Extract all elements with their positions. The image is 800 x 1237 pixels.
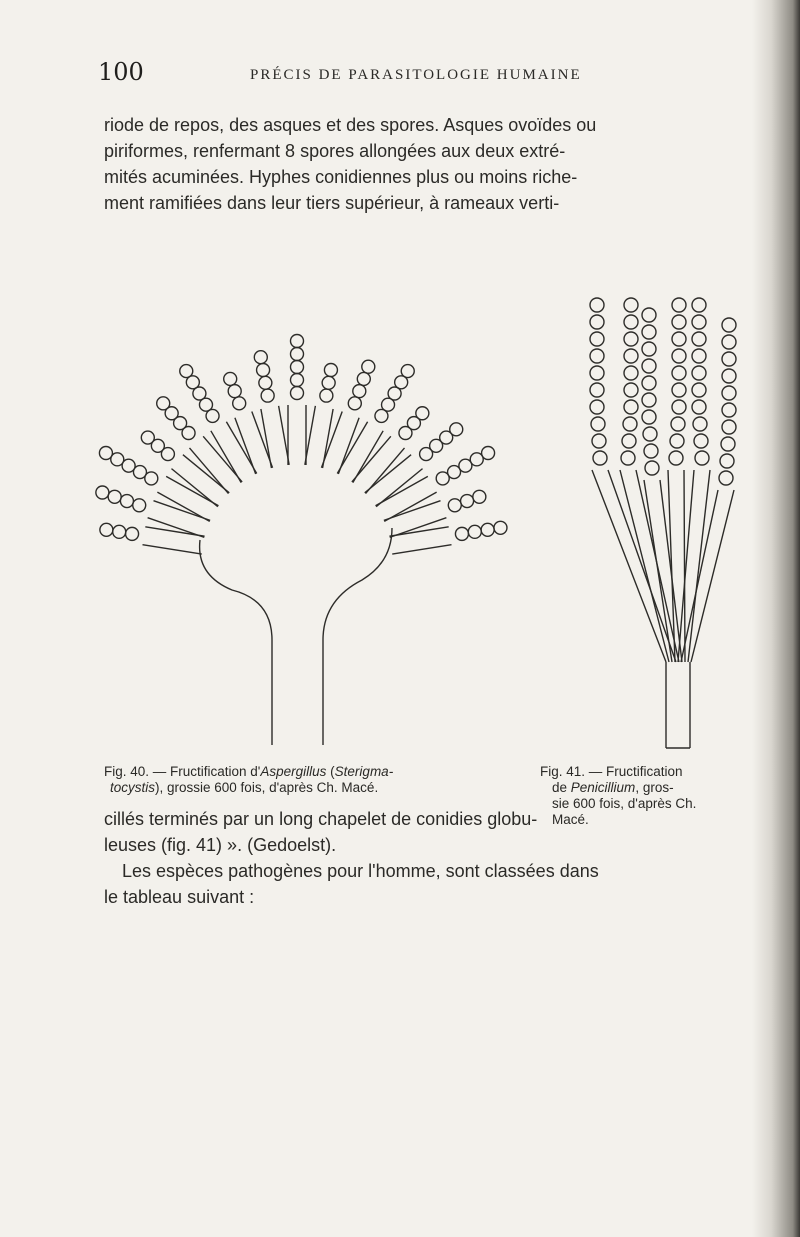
conidium bbox=[624, 315, 638, 329]
conidium bbox=[120, 495, 133, 508]
conidium bbox=[399, 427, 412, 440]
conidium bbox=[224, 372, 237, 385]
conidium bbox=[108, 490, 121, 503]
fig41-caption-line-3: sie 600 fois, d'après Ch. bbox=[552, 796, 697, 811]
text-line: le tableau suivant : bbox=[104, 887, 255, 907]
conidium bbox=[693, 417, 707, 431]
paragraph-1 bbox=[104, 112, 744, 216]
page-header bbox=[98, 58, 718, 92]
conidium bbox=[111, 453, 124, 466]
conidium bbox=[592, 434, 606, 448]
conidium bbox=[401, 365, 414, 378]
sterigma bbox=[365, 455, 423, 507]
fig41-caption-suffix: , gros- bbox=[635, 780, 674, 795]
sterigma bbox=[235, 411, 273, 474]
conidium bbox=[151, 439, 164, 452]
conidium bbox=[645, 461, 659, 475]
conidiophore-wall bbox=[323, 528, 392, 745]
sterigma bbox=[157, 476, 218, 521]
conidium bbox=[407, 417, 420, 430]
paragraph-2 bbox=[104, 806, 744, 858]
conidium bbox=[722, 318, 736, 332]
conidium bbox=[672, 349, 686, 363]
conidium bbox=[722, 386, 736, 400]
conidium bbox=[642, 325, 656, 339]
conidium bbox=[233, 397, 246, 410]
conidium bbox=[353, 385, 366, 398]
conidium bbox=[436, 472, 449, 485]
fig40-caption-prefix: Fig. 40. — Fructification d' bbox=[104, 764, 261, 779]
conidium bbox=[692, 400, 706, 414]
conidium bbox=[420, 448, 433, 461]
conidium bbox=[461, 495, 474, 508]
conidium bbox=[669, 451, 683, 465]
conidium bbox=[459, 459, 472, 472]
page-number: 100 bbox=[98, 58, 144, 86]
text-line: leuses (fig. 41) ». (Gedoelst). bbox=[104, 835, 337, 855]
conidium bbox=[182, 427, 195, 440]
conidium bbox=[692, 366, 706, 380]
sterigma bbox=[143, 527, 205, 554]
conidium bbox=[291, 387, 304, 400]
page-edge-shadow bbox=[752, 0, 800, 1237]
sterigma bbox=[389, 527, 451, 554]
conidium bbox=[722, 420, 736, 434]
conidium bbox=[416, 407, 429, 420]
fig41-caption-de: de bbox=[552, 780, 571, 795]
penicillium-fructification-drawing bbox=[590, 298, 736, 748]
conidium bbox=[672, 315, 686, 329]
conidium bbox=[695, 451, 709, 465]
conidium bbox=[672, 383, 686, 397]
text-line: ment ramifiées dans leur tiers supérieur, à rameaux verti- bbox=[104, 193, 560, 213]
conidium bbox=[624, 349, 638, 363]
fig41-caption-line-4: Macé. bbox=[552, 812, 589, 827]
conidium bbox=[670, 434, 684, 448]
conidium bbox=[165, 407, 178, 420]
conidium bbox=[642, 359, 656, 373]
conidium bbox=[100, 523, 113, 536]
conidium bbox=[141, 431, 154, 444]
conidium bbox=[642, 376, 656, 390]
fig40-caption-close: ), grossie 600 fois, d'après Ch. Macé. bbox=[155, 780, 379, 795]
conidium bbox=[259, 376, 272, 389]
text-line: mités acuminées. Hyphes conidiennes plus ou moins riche- bbox=[104, 167, 578, 187]
conidiophore-wall bbox=[200, 540, 272, 745]
conidium bbox=[624, 366, 638, 380]
conidium bbox=[622, 434, 636, 448]
conidium bbox=[440, 431, 453, 444]
conidium bbox=[291, 374, 304, 387]
conidium bbox=[186, 376, 199, 389]
fig40-caption-genus: Aspergillus bbox=[260, 764, 327, 779]
conidium bbox=[642, 308, 656, 322]
conidium bbox=[692, 298, 706, 312]
conidium bbox=[324, 364, 337, 377]
conidium bbox=[722, 403, 736, 417]
metula bbox=[678, 470, 710, 662]
sterigma bbox=[375, 476, 436, 521]
conidium bbox=[468, 525, 481, 538]
conidium bbox=[357, 372, 370, 385]
conidium bbox=[590, 298, 604, 312]
conidium bbox=[122, 459, 135, 472]
text-line: riode de repos, des asques et des spores. Asques ovoïdes ou bbox=[104, 115, 597, 135]
conidium bbox=[721, 437, 735, 451]
fig40-caption-open: ( bbox=[326, 764, 335, 779]
conidium bbox=[257, 364, 270, 377]
sterigma bbox=[352, 436, 405, 493]
conidium bbox=[99, 446, 112, 459]
conidium bbox=[621, 451, 635, 465]
metula bbox=[620, 470, 679, 662]
figure-40-caption bbox=[104, 764, 536, 796]
sterigma bbox=[261, 406, 289, 468]
conidium bbox=[96, 486, 109, 499]
conidium bbox=[624, 400, 638, 414]
conidium bbox=[720, 454, 734, 468]
metula bbox=[681, 490, 734, 662]
conidium bbox=[642, 393, 656, 407]
conidium bbox=[642, 342, 656, 356]
text-line: cillés terminés par un long chapelet de conidies globu- bbox=[104, 809, 538, 829]
conidium bbox=[448, 499, 461, 512]
metula bbox=[668, 470, 685, 662]
conidium bbox=[455, 527, 468, 540]
conidium bbox=[719, 471, 733, 485]
conidiophore bbox=[666, 662, 690, 748]
conidium bbox=[348, 397, 361, 410]
sterigma bbox=[384, 501, 447, 538]
conidium bbox=[623, 417, 637, 431]
conidium bbox=[694, 434, 708, 448]
text-line: Les espèces pathogènes pour l'homme, sont classées dans bbox=[122, 861, 599, 881]
conidium bbox=[590, 315, 604, 329]
sterigma bbox=[321, 411, 359, 474]
conidium bbox=[593, 451, 607, 465]
conidium bbox=[590, 366, 604, 380]
conidium bbox=[126, 527, 139, 540]
conidium bbox=[395, 376, 408, 389]
running-head: PRÉCIS DE PARASITOLOGIE HUMAINE bbox=[250, 67, 582, 83]
metula bbox=[592, 470, 676, 662]
conidium bbox=[473, 490, 486, 503]
text-line: piriformes, renfermant 8 spores allongées aux deux extré- bbox=[104, 141, 566, 161]
conidium bbox=[228, 385, 241, 398]
conidium bbox=[672, 400, 686, 414]
conidium bbox=[113, 525, 126, 538]
conidium bbox=[448, 466, 461, 479]
conidium bbox=[375, 409, 388, 422]
conidium bbox=[624, 383, 638, 397]
conidium bbox=[692, 332, 706, 346]
conidium bbox=[672, 366, 686, 380]
sterigma bbox=[189, 436, 242, 493]
conidium bbox=[174, 417, 187, 430]
conidium bbox=[145, 472, 158, 485]
conidium bbox=[388, 387, 401, 400]
conidium bbox=[590, 332, 604, 346]
conidium bbox=[722, 369, 736, 383]
conidium bbox=[206, 409, 219, 422]
conidium bbox=[494, 521, 507, 534]
conidium bbox=[291, 335, 304, 348]
paragraph-3 bbox=[104, 858, 744, 910]
conidium bbox=[320, 389, 333, 402]
conidium bbox=[672, 298, 686, 312]
conidium bbox=[470, 453, 483, 466]
fig41-caption-prefix: Fig. 41. — Fructification bbox=[540, 764, 683, 779]
conidium bbox=[482, 446, 495, 459]
conidium bbox=[291, 348, 304, 361]
sterigma bbox=[288, 405, 306, 465]
fig40-caption-synonym-a: Sterigma- bbox=[334, 764, 394, 779]
conidium bbox=[591, 417, 605, 431]
sterigma bbox=[211, 422, 257, 483]
conidium bbox=[671, 417, 685, 431]
conidium bbox=[692, 315, 706, 329]
conidium bbox=[322, 376, 335, 389]
conidium bbox=[362, 360, 375, 373]
metula bbox=[644, 480, 682, 662]
conidium bbox=[133, 499, 146, 512]
conidium bbox=[157, 397, 170, 410]
conidium bbox=[643, 427, 657, 441]
conidium bbox=[254, 351, 267, 364]
sterigma bbox=[148, 501, 211, 538]
conidium bbox=[481, 523, 494, 536]
conidium bbox=[624, 332, 638, 346]
conidium bbox=[590, 383, 604, 397]
conidium bbox=[161, 448, 174, 461]
conidium bbox=[590, 349, 604, 363]
conidium bbox=[692, 349, 706, 363]
conidium bbox=[261, 389, 274, 402]
conidium bbox=[450, 423, 463, 436]
conidium bbox=[199, 398, 212, 411]
conidium bbox=[692, 383, 706, 397]
conidium bbox=[430, 439, 443, 452]
conidium bbox=[672, 332, 686, 346]
conidium bbox=[193, 387, 206, 400]
conidium bbox=[382, 398, 395, 411]
conidium bbox=[133, 466, 146, 479]
sterigma bbox=[171, 455, 229, 507]
conidium bbox=[590, 400, 604, 414]
conidium bbox=[624, 298, 638, 312]
aspergillus-fructification-drawing bbox=[96, 335, 507, 746]
sterigma bbox=[305, 406, 333, 468]
conidium bbox=[180, 365, 193, 378]
fig41-caption-genus: Penicillium bbox=[570, 780, 636, 795]
conidium bbox=[291, 361, 304, 374]
fig40-caption-synonym-b: tocystis bbox=[110, 780, 156, 795]
conidium bbox=[722, 335, 736, 349]
sterigma bbox=[337, 422, 383, 483]
conidium bbox=[642, 410, 656, 424]
conidium bbox=[644, 444, 658, 458]
conidium bbox=[722, 352, 736, 366]
